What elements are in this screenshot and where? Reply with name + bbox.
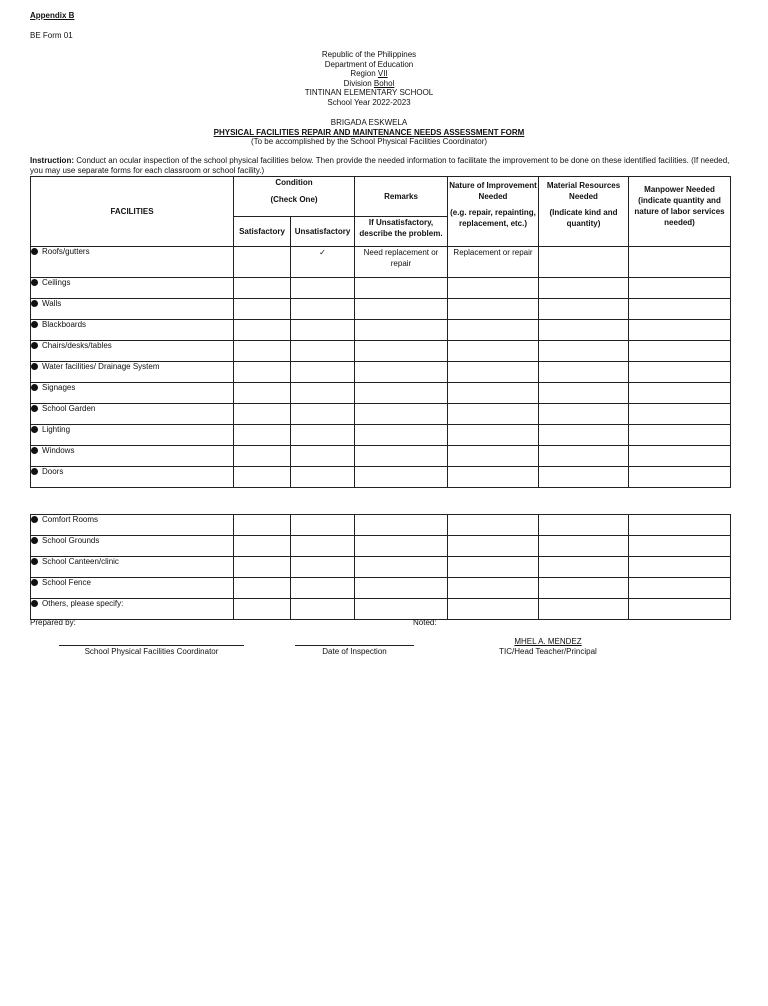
material-cell[interactable] — [539, 299, 629, 320]
remarks-cell[interactable] — [355, 467, 448, 488]
unsatisfactory-cell[interactable] — [291, 341, 355, 362]
facility-cell — [31, 362, 234, 383]
header-condition-sub: (Check One) — [270, 195, 318, 204]
unsatisfactory-cell[interactable] — [291, 557, 355, 578]
noted-label: Noted: — [413, 618, 437, 627]
remarks-cell[interactable]: Need replacement or repair — [355, 247, 448, 278]
material-cell[interactable] — [539, 383, 629, 404]
unsatisfactory-cell[interactable] — [291, 446, 355, 467]
principal-name: MHEL A. MENDEZ — [514, 637, 582, 646]
title-block — [0, 118, 738, 147]
table-row — [31, 536, 731, 557]
table-row — [31, 425, 731, 446]
material-cell[interactable] — [539, 278, 629, 299]
facility-cell — [31, 299, 234, 320]
remarks-cell[interactable] — [355, 299, 448, 320]
region-prefix: Region — [350, 69, 378, 79]
satisfactory-cell[interactable] — [234, 404, 291, 425]
facility-cell — [31, 446, 234, 467]
bullet-icon — [31, 426, 38, 433]
nature-cell[interactable] — [448, 341, 539, 362]
manpower-cell[interactable] — [629, 536, 731, 557]
nature-cell[interactable] — [448, 467, 539, 488]
facility-label: Blackboards — [42, 320, 87, 329]
nature-cell[interactable] — [448, 557, 539, 578]
facility-cell — [31, 536, 234, 557]
manpower-cell[interactable] — [629, 341, 731, 362]
facility-label: School Grounds — [42, 536, 100, 545]
unsatisfactory-cell[interactable] — [291, 299, 355, 320]
instruction-text: Conduct an ocular inspection of the school physical facilities below. Then provide the needed information to facilitate the improvement to be done on these identified facilities. (If needed, you may use separate forms for each classroom or school facility.) — [30, 156, 730, 175]
assessment-table-part2 — [30, 514, 731, 620]
instruction — [30, 156, 730, 176]
table-body-part2 — [31, 515, 731, 620]
nature-cell[interactable] — [448, 278, 539, 299]
facility-cell — [31, 578, 234, 599]
facility-cell — [31, 557, 234, 578]
unsatisfactory-cell[interactable] — [291, 599, 355, 620]
satisfactory-cell[interactable] — [234, 320, 291, 341]
nature-cell[interactable] — [448, 515, 539, 536]
unsatisfactory-cell[interactable] — [291, 536, 355, 557]
facility-label: Walls — [42, 299, 62, 308]
header-material-sub: (Indicate kind and quantity) — [549, 208, 618, 228]
facility-cell — [31, 599, 234, 620]
table-row — [31, 467, 731, 488]
date-label: Date of Inspection — [322, 647, 387, 656]
satisfactory-cell[interactable] — [234, 278, 291, 299]
manpower-cell[interactable] — [629, 599, 731, 620]
remarks-cell[interactable] — [355, 446, 448, 467]
prepared-by-label: Prepared by: — [30, 618, 76, 627]
nature-cell[interactable] — [448, 578, 539, 599]
facility-cell — [31, 404, 234, 425]
satisfactory-cell[interactable] — [234, 467, 291, 488]
remarks-cell[interactable] — [355, 578, 448, 599]
bullet-icon — [31, 516, 38, 523]
table-row — [31, 341, 731, 362]
material-cell[interactable] — [539, 536, 629, 557]
satisfactory-cell[interactable] — [234, 599, 291, 620]
header-condition — [234, 177, 355, 217]
remarks-cell[interactable] — [355, 383, 448, 404]
bullet-icon — [31, 248, 38, 255]
bullet-icon — [31, 300, 38, 307]
nature-cell[interactable] — [448, 404, 539, 425]
remarks-cell[interactable] — [355, 362, 448, 383]
manpower-cell[interactable] — [629, 515, 731, 536]
satisfactory-cell[interactable] — [234, 425, 291, 446]
remarks-cell[interactable] — [355, 515, 448, 536]
facility-cell — [31, 320, 234, 341]
unsatisfactory-cell[interactable] — [291, 404, 355, 425]
facility-cell — [31, 247, 234, 278]
header-material — [539, 177, 629, 247]
material-cell[interactable] — [539, 341, 629, 362]
header-remarks-sub: If Unsatisfactory, describe the problem. — [355, 217, 448, 247]
material-cell[interactable] — [539, 467, 629, 488]
division-line — [0, 79, 738, 89]
material-cell[interactable] — [539, 557, 629, 578]
facility-label: Windows — [42, 446, 75, 455]
facility-label: Doors — [42, 467, 64, 476]
nature-cell[interactable] — [448, 425, 539, 446]
assessment-table-part1 — [30, 176, 731, 488]
bullet-icon — [31, 468, 38, 475]
bullet-icon — [31, 363, 38, 370]
nature-cell[interactable] — [448, 446, 539, 467]
form-number: BE Form 01 — [30, 31, 73, 40]
material-cell[interactable] — [539, 578, 629, 599]
region-line — [0, 69, 738, 79]
header-nature — [448, 177, 539, 247]
coordinator-signature-line — [59, 645, 244, 646]
table-row — [31, 247, 731, 278]
manpower-cell[interactable] — [629, 278, 731, 299]
table-row — [31, 404, 731, 425]
header-condition-title: Condition — [275, 178, 313, 187]
material-cell[interactable] — [539, 446, 629, 467]
division-prefix: Division — [343, 78, 374, 88]
satisfactory-cell[interactable] — [234, 362, 291, 383]
facility-cell — [31, 278, 234, 299]
form-note: (To be accomplished by the School Physical Facilities Coordinator) — [250, 137, 488, 147]
school-year: School Year 2022-2023 — [327, 97, 411, 107]
header-material-title: Material Resources Needed — [546, 181, 621, 201]
bullet-icon — [31, 342, 38, 349]
bullet-icon — [31, 537, 38, 544]
remarks-cell[interactable] — [355, 599, 448, 620]
division-value: Bohol — [373, 78, 395, 88]
manpower-cell[interactable] — [629, 578, 731, 599]
remarks-cell[interactable] — [355, 536, 448, 557]
facility-cell — [31, 425, 234, 446]
header-nature-title: Nature of Improvement Needed — [449, 181, 537, 201]
satisfactory-cell[interactable] — [234, 515, 291, 536]
remarks-cell[interactable] — [355, 425, 448, 446]
unsatisfactory-cell[interactable] — [291, 383, 355, 404]
satisfactory-cell[interactable] — [234, 341, 291, 362]
manpower-cell[interactable] — [629, 404, 731, 425]
principal-title: TIC/Head Teacher/Principal — [499, 647, 597, 656]
material-cell[interactable] — [539, 404, 629, 425]
material-cell[interactable] — [539, 320, 629, 341]
header-remarks: Remarks — [355, 177, 448, 217]
date-signature-line — [295, 645, 414, 646]
facility-cell — [31, 515, 234, 536]
satisfactory-cell[interactable] — [234, 578, 291, 599]
bullet-icon — [31, 321, 38, 328]
material-cell[interactable] — [539, 425, 629, 446]
nature-cell[interactable] — [448, 599, 539, 620]
manpower-cell[interactable] — [629, 425, 731, 446]
bullet-icon — [31, 405, 38, 412]
table-row — [31, 383, 731, 404]
manpower-cell[interactable] — [629, 446, 731, 467]
school-name: TINTINAN ELEMENTARY SCHOOL — [304, 88, 434, 98]
unsatisfactory-cell[interactable] — [291, 362, 355, 383]
facility-label: Signages — [42, 383, 76, 392]
facility-cell — [31, 383, 234, 404]
header-facilities: FACILITIES — [31, 177, 234, 247]
manpower-cell[interactable] — [629, 320, 731, 341]
facility-label: Comfort Rooms — [42, 515, 99, 524]
remarks-cell[interactable] — [355, 320, 448, 341]
table-body-part1 — [31, 247, 731, 488]
remarks-cell[interactable] — [355, 557, 448, 578]
nature-cell[interactable]: Replacement or repair — [448, 247, 539, 278]
nature-cell[interactable] — [448, 320, 539, 341]
table-row — [31, 578, 731, 599]
program-name: BRIGADA ESKWELA — [330, 118, 408, 127]
manpower-cell[interactable] — [629, 383, 731, 404]
manpower-cell[interactable] — [629, 247, 731, 278]
satisfactory-cell[interactable] — [234, 383, 291, 404]
department-line: Department of Education — [324, 59, 414, 69]
unsatisfactory-cell[interactable] — [291, 467, 355, 488]
table-row — [31, 320, 731, 341]
unsatisfactory-cell[interactable] — [291, 278, 355, 299]
facility-label: Lighting — [42, 425, 71, 434]
bullet-icon — [31, 384, 38, 391]
facility-label: Ceilings — [42, 278, 71, 287]
remarks-cell[interactable] — [355, 404, 448, 425]
satisfactory-cell[interactable] — [234, 557, 291, 578]
facility-label: Others, please specify: — [42, 599, 124, 608]
unsatisfactory-cell[interactable] — [291, 515, 355, 536]
remarks-cell[interactable] — [355, 278, 448, 299]
country-line: Republic of the Philippines — [321, 50, 417, 59]
table-row — [31, 515, 731, 536]
material-cell[interactable] — [539, 515, 629, 536]
nature-cell[interactable] — [448, 362, 539, 383]
manpower-cell[interactable] — [629, 299, 731, 320]
region-value: VII — [377, 69, 388, 79]
header-manpower: Manpower Needed (indicate quantity and nature of labor services needed) — [629, 177, 731, 247]
table-row — [31, 362, 731, 383]
facility-label: Water facilities/ Drainage System — [42, 362, 160, 371]
unsatisfactory-cell[interactable]: ✓ — [291, 247, 355, 278]
facility-cell — [31, 467, 234, 488]
satisfactory-cell[interactable] — [234, 536, 291, 557]
form-title: PHYSICAL FACILITIES REPAIR AND MAINTENANCE NEEDS ASSESSMENT FORM — [213, 127, 525, 137]
facility-label: Chairs/desks/tables — [42, 341, 112, 350]
table-row — [31, 599, 731, 620]
bullet-icon — [31, 447, 38, 454]
bullet-icon — [31, 579, 38, 586]
unsatisfactory-cell[interactable] — [291, 320, 355, 341]
material-cell[interactable] — [539, 247, 629, 278]
header-unsatisfactory: Unsatisfactory — [291, 217, 355, 247]
bullet-icon — [31, 558, 38, 565]
table-row — [31, 446, 731, 467]
remarks-cell[interactable] — [355, 341, 448, 362]
bullet-icon — [31, 600, 38, 607]
material-cell[interactable] — [539, 599, 629, 620]
appendix-label: Appendix B — [30, 11, 75, 20]
facility-label: Roofs/gutters — [42, 247, 90, 256]
bullet-icon — [31, 279, 38, 286]
satisfactory-cell[interactable] — [234, 247, 291, 278]
coordinator-label: School Physical Facilities Coordinator — [84, 647, 219, 656]
facility-label: School Canteen/clinic — [42, 557, 119, 566]
nature-cell[interactable] — [448, 536, 539, 557]
instruction-label: Instruction: — [30, 156, 74, 165]
header-block — [0, 50, 738, 108]
unsatisfactory-cell[interactable] — [291, 578, 355, 599]
satisfactory-cell[interactable] — [234, 446, 291, 467]
material-cell[interactable] — [539, 362, 629, 383]
satisfactory-cell[interactable] — [234, 299, 291, 320]
manpower-cell[interactable] — [629, 467, 731, 488]
nature-cell[interactable] — [448, 299, 539, 320]
manpower-cell[interactable] — [629, 557, 731, 578]
table-row — [31, 557, 731, 578]
facility-label: School Fence — [42, 578, 91, 587]
manpower-cell[interactable] — [629, 362, 731, 383]
header-satisfactory: Satisfactory — [234, 217, 291, 247]
unsatisfactory-cell[interactable] — [291, 425, 355, 446]
table-row — [31, 278, 731, 299]
facility-cell — [31, 341, 234, 362]
nature-cell[interactable] — [448, 383, 539, 404]
header-nature-sub: (e.g. repair, repainting, replacement, etc.) — [450, 208, 536, 228]
table-row — [31, 299, 731, 320]
facility-label: School Garden — [42, 404, 96, 413]
